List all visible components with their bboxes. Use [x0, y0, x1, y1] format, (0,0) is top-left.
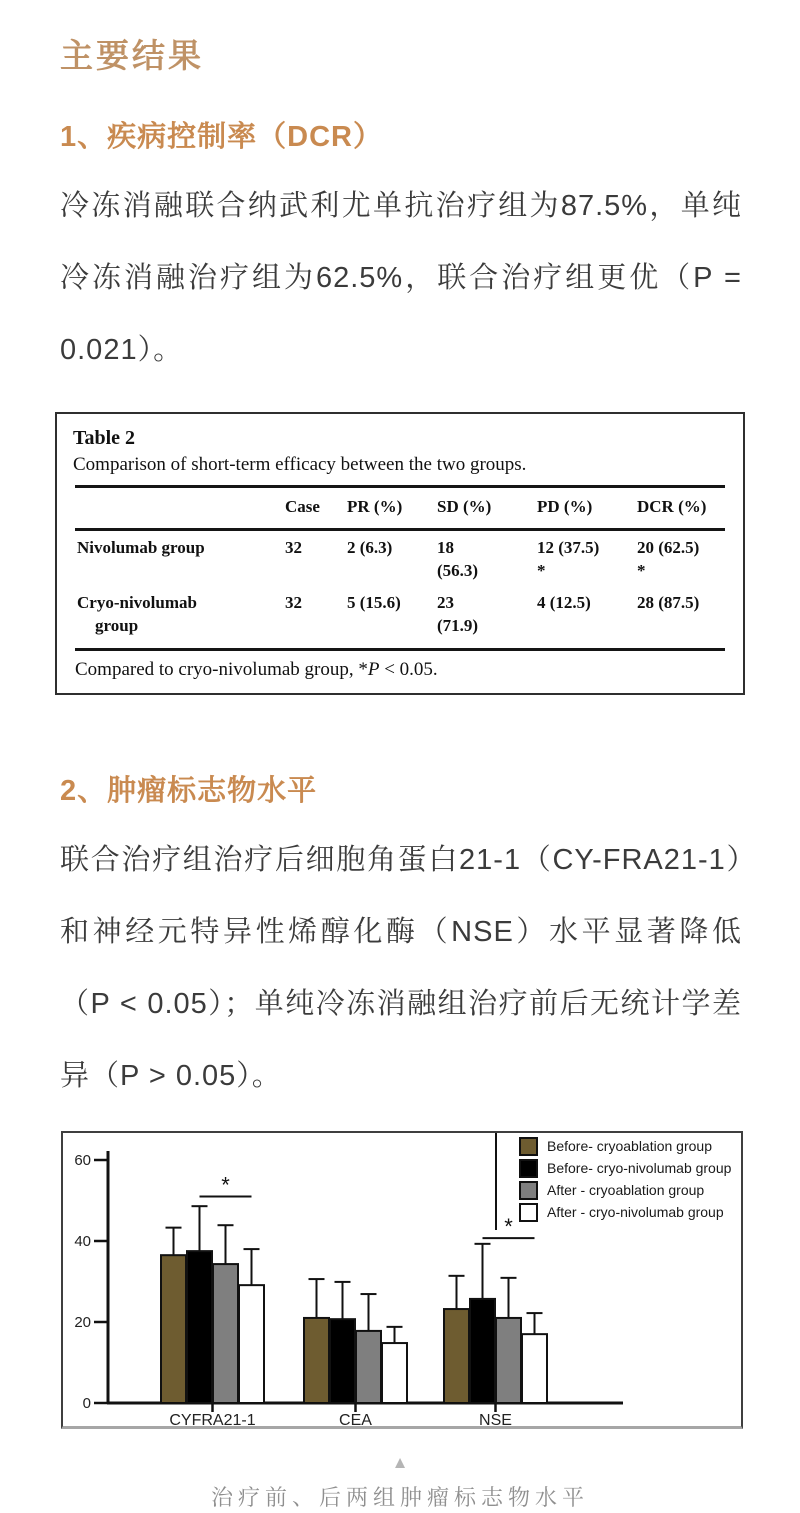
y-tick-label: 20 [74, 1314, 91, 1331]
section2-body: 联合治疗组治疗后细胞角蛋白21-1（CY-FRA21-1）和神经元特异性烯醇化酶（NSE）水平显著降低（P < 0.05）；单纯冷冻消融组治疗前后无统计学差异（P > 0.05）。 [60, 844, 742, 1092]
significance-star: * [504, 1214, 513, 1240]
row1-pr: 2 (6.3) [347, 538, 393, 557]
legend-label: Before- cryoablation group [547, 1138, 712, 1154]
legend-swatch [519, 1181, 538, 1200]
row2-sd: 23 (71.9) [437, 593, 479, 635]
col-header-pr: PR (%) [347, 497, 403, 516]
bar [382, 1343, 407, 1403]
bar [496, 1318, 521, 1403]
table2-subtitle: Comparison of short-term efficacy between the two groups. [73, 454, 527, 475]
col-header-case: Case [285, 497, 320, 516]
table-row [73, 586, 727, 641]
legend-item [519, 1180, 741, 1201]
y-tick-label: 0 [82, 1395, 91, 1412]
category-label: NSE [479, 1412, 512, 1426]
bar [330, 1319, 355, 1403]
bar [470, 1299, 495, 1403]
col-header-pd: PD (%) [537, 497, 593, 516]
col-header-sd: SD (%) [437, 497, 492, 516]
tumor-marker-bar-chart [61, 1131, 743, 1429]
row2-case: 32 [285, 593, 302, 612]
bar [522, 1334, 547, 1403]
row1-dcr: 20 (62.5) * [637, 538, 700, 580]
row1-pd: 12 (37.5) * [537, 538, 600, 580]
legend-item [519, 1158, 741, 1179]
legend-swatch [519, 1137, 538, 1156]
table2-figure [55, 412, 745, 695]
table-rule-bottom [75, 648, 725, 651]
col-header-dcr: DCR (%) [637, 497, 707, 516]
section1-body: 冷冻消融联合纳武利尤单抗治疗组为87.5%，单纯冷冻消融治疗组为62.5%，联合治疗组更优（P = 0.021）。 [60, 190, 742, 366]
table2-title: Table 2 [73, 427, 136, 449]
col-header-empty [77, 488, 285, 524]
y-tick-label: 40 [74, 1233, 91, 1250]
category-label: CYFRA21-1 [169, 1412, 256, 1426]
table2-grid [73, 488, 727, 524]
bar [304, 1318, 329, 1403]
legend-item [519, 1136, 741, 1157]
section2-heading: 2、肿瘤标志物水平 [60, 775, 318, 807]
bar [213, 1264, 238, 1403]
page-title: 主要结果 [60, 39, 204, 75]
table-row [73, 531, 727, 586]
section1-heading: 1、疾病控制率（DCR） [60, 121, 383, 153]
bar [239, 1285, 264, 1403]
row2-pr: 5 (15.6) [347, 593, 401, 612]
legend-label: After - cryo-nivolumab group [547, 1204, 724, 1220]
legend-swatch [519, 1203, 538, 1222]
table2-footnote: Compared to cryo-nivolumab group, *P < 0.05. [75, 659, 438, 680]
caption-triangle-icon: ▲ [391, 1453, 409, 1472]
legend-item [519, 1202, 741, 1223]
row1-sd: 18 (56.3) [437, 538, 479, 580]
bar [356, 1331, 381, 1403]
row2-pd: 4 (12.5) [537, 593, 591, 612]
figure-caption: 治疗前、后两组肿瘤标志物水平 [210, 1485, 589, 1510]
row2-label: Cryo-nivolumab group [77, 593, 197, 635]
row1-case: 32 [285, 538, 302, 557]
row1-label: Nivolumab group [77, 538, 205, 557]
legend-label: After - cryoablation group [547, 1182, 705, 1198]
legend-swatch [519, 1159, 538, 1178]
row2-dcr: 28 (87.5) [637, 593, 700, 612]
category-label: CEA [339, 1412, 372, 1426]
y-tick-label: 60 [74, 1152, 91, 1169]
chart-legend [495, 1133, 741, 1230]
legend-label: Before- cryo-nivolumab group [547, 1160, 732, 1176]
bar [187, 1251, 212, 1403]
bar [161, 1255, 186, 1403]
significance-star: * [221, 1172, 230, 1198]
bar [444, 1309, 469, 1403]
